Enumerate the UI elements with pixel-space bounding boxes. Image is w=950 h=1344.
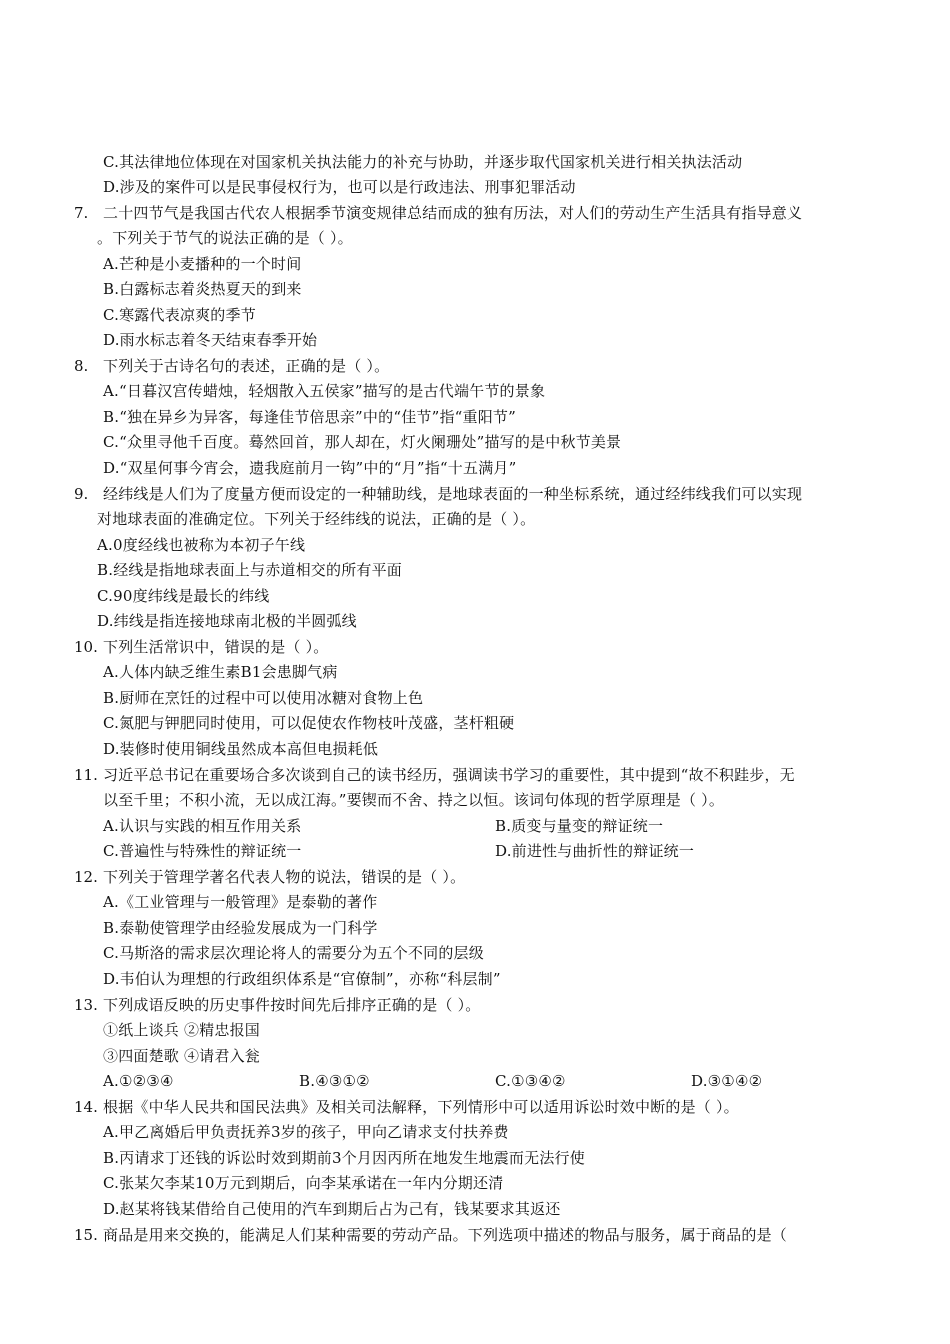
- question-stem: 经纬线是人们为了度量方便而设定的一种辅助线，是地球表面的一种坐标系统，通过经纬线我们可以实现: [103, 485, 803, 503]
- option-b: B.质变与量变的辩证统一: [495, 817, 664, 835]
- option-b: B.白露标志着炎热夏天的到来: [103, 280, 302, 298]
- question-stem: 下列关于古诗名句的表述，正确的是（ ）。: [103, 357, 390, 375]
- question-stem: 。下列关于节气的说法正确的是（ ）。: [97, 229, 353, 247]
- numbered-items: ①纸上谈兵 ②精忠报国: [103, 1021, 260, 1039]
- question-stem: 下列关于管理学著名代表人物的说法，错误的是（ ）。: [103, 868, 466, 886]
- question-stem: 根据《中华人民共和国民法典》及相关司法解释，下列情形中可以适用诉讼时效中断的是（ ）。: [103, 1098, 739, 1116]
- option-c: C.90度纬线是最长的纬线: [97, 587, 270, 605]
- option-a: A.芒种是小麦播种的一个时间: [103, 255, 302, 273]
- option-a: A.人体内缺乏维生素B1会患脚气病: [103, 663, 338, 681]
- question-number: 12.: [74, 868, 98, 886]
- option-c: C.①③④②: [495, 1072, 566, 1090]
- question-number: 8.: [74, 357, 89, 375]
- question-number: 10.: [74, 638, 98, 656]
- question-number: 9.: [74, 485, 89, 503]
- option-b: B.泰勒使管理学由经验发展成为一门科学: [103, 919, 378, 937]
- option-line: C.其法律地位体现在对国家机关执法能力的补充与协助，并逐步取代国家机关进行相关执法活动: [103, 153, 743, 171]
- question-number: 14.: [74, 1098, 98, 1116]
- option-d: D.③①④②: [691, 1072, 763, 1090]
- option-b: B.丙请求丁还钱的诉讼时效到期前3个月因丙所在地发生地震而无法行使: [103, 1149, 585, 1167]
- question-stem: 以至千里；不积小流，无以成江海。”要锲而不舍、持之以恒。该词句体现的哲学原理是（ ）。: [103, 791, 725, 809]
- option-d: D.赵某将钱某借给自己使用的汽车到期后占为己有，钱某要求其返还: [103, 1200, 561, 1218]
- option-a: A.①②③④: [103, 1072, 174, 1090]
- option-d: D.“双星何事今宵会，遗我庭前月一钩”中的“月”指“十五满月”: [103, 459, 517, 477]
- option-b: B.厨师在烹饪的过程中可以使用冰糖对食物上色: [103, 689, 424, 707]
- option-b: B.④③①②: [299, 1072, 370, 1090]
- numbered-items: ③四面楚歌 ④请君入瓮: [103, 1047, 260, 1065]
- question-stem: 习近平总书记在重要场合多次谈到自己的读书经历，强调读书学习的重要性，其中提到“故不积跬步，无: [103, 766, 795, 784]
- question-stem: 下列成语反映的历史事件按时间先后排序正确的是（ ）。: [103, 996, 481, 1014]
- option-b: B.经线是指地球表面上与赤道相交的所有平面: [97, 561, 402, 579]
- question-number: 11.: [74, 766, 98, 784]
- question-number: 13.: [74, 996, 98, 1014]
- option-d: D.前进性与曲折性的辩证统一: [495, 842, 695, 860]
- option-c: C.马斯洛的需求层次理论将人的需要分为五个不同的层级: [103, 944, 484, 962]
- option-d: D.装修时使用铜线虽然成本高但电损耗低: [103, 740, 379, 758]
- option-c: C.寒露代表凉爽的季节: [103, 306, 256, 324]
- option-a: A.“日暮汉宫传蜡烛，轻烟散入五侯家”描写的是古代端午节的景象: [103, 382, 546, 400]
- question-stem: 商品是用来交换的，能满足人们某种需要的劳动产品。下列选项中描述的物品与服务，属于商品的是（: [103, 1226, 788, 1244]
- question-number: 15.: [74, 1226, 98, 1244]
- option-c: C.张某欠李某10万元到期后，向李某承诺在一年内分期还清: [103, 1174, 504, 1192]
- question-stem: 二十四节气是我国古代农人根据季节演变规律总结而成的独有历法，对人们的劳动生产生活具有指导意义: [103, 204, 803, 222]
- option-d: D.韦伯认为理想的行政组织体系是“官僚制”，亦称“科层制”: [103, 970, 501, 988]
- option-b: B.“独在异乡为异客，每逢佳节倍思亲”中的“佳节”指“重阳节”: [103, 408, 517, 426]
- question-number: 7.: [74, 204, 89, 222]
- question-stem: 对地球表面的准确定位。下列关于经纬线的说法，正确的是（ ）。: [97, 510, 536, 528]
- option-d: D.雨水标志着冬天结束春季开始: [103, 331, 318, 349]
- option-c: C.氮肥与钾肥同时使用，可以促使农作物枝叶茂盛，茎杆粗硬: [103, 714, 515, 732]
- option-d: D.纬线是指连接地球南北极的半圆弧线: [97, 612, 357, 630]
- option-a: A.《工业管理与一般管理》是泰勒的著作: [103, 893, 378, 911]
- question-stem: 下列生活常识中，错误的是（ ）。: [103, 638, 329, 656]
- option-a: A.0度经线也被称为本初子午线: [97, 536, 306, 554]
- option-line: D.涉及的案件可以是民事侵权行为，也可以是行政违法、刑事犯罪活动: [103, 178, 576, 196]
- option-a: A.甲乙离婚后甲负责抚养3岁的孩子，甲向乙请求支付扶养费: [103, 1123, 509, 1141]
- option-c: C.普遍性与特殊性的辩证统一: [103, 842, 302, 860]
- option-c: C.“众里寻他千百度。蓦然回首，那人却在，灯火阑珊处”描写的是中秋节美景: [103, 433, 622, 451]
- option-a: A.认识与实践的相互作用关系: [103, 817, 302, 835]
